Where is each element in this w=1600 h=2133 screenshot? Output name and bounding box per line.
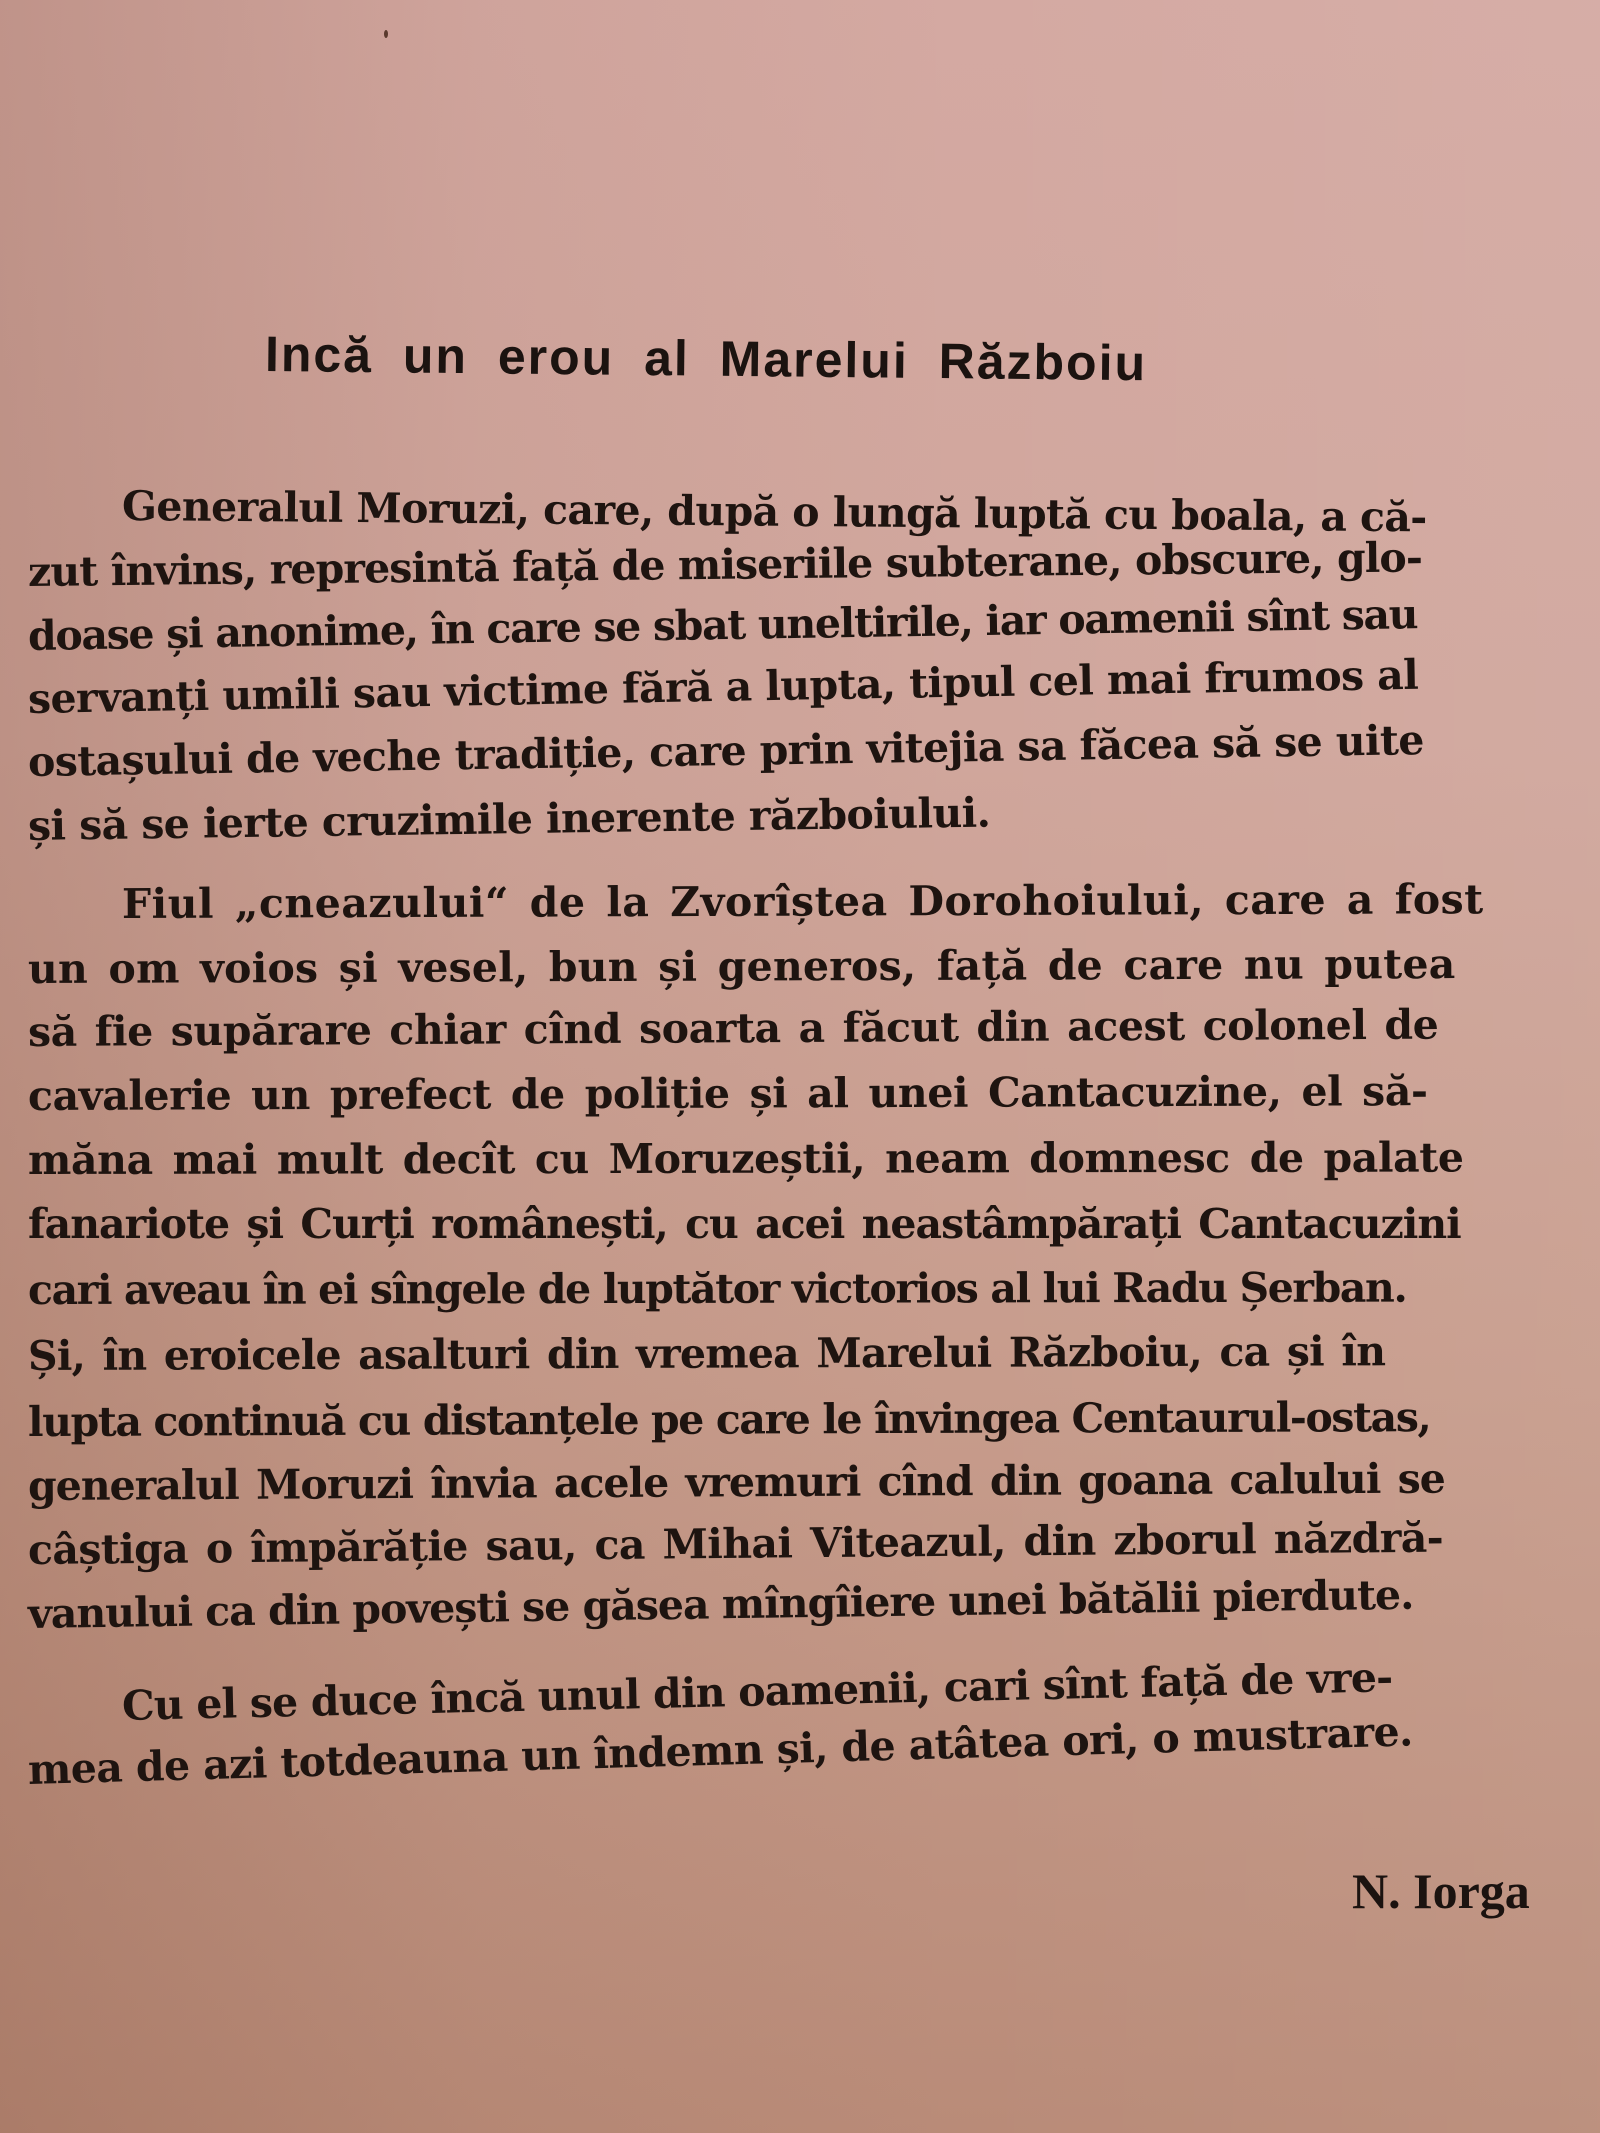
text-line: zut învins, represintă față de miseriile subterane, obscure, glo- xyxy=(27,533,1423,596)
text-line: servanți umili sau victime fără a lupta, tipul cel mai frumos al xyxy=(27,650,1419,723)
article-title: Incă un erou al Marelui Războiu xyxy=(264,326,1148,392)
text-line: Fiul „cneazului“ de la Zvorîștea Dorohoiului, care a fost xyxy=(121,875,1484,928)
text-line: măna mai mult decît cu Moruzeștii, neam domnesc de palate xyxy=(27,1133,1464,1184)
text-line: câștiga o împărăție sau, ca Mihai Viteazul, din zborul năzdră- xyxy=(27,1513,1444,1574)
text-line: Cu el se duce încă unul din oamenii, cari sînt față de vre- xyxy=(121,1653,1393,1730)
text-line: Generalul Moruzi, care, după o lungă luptă cu boala, a că- xyxy=(121,482,1427,542)
text-line: cavalerie un prefect de poliție și al unei Cantacuzine, el să- xyxy=(27,1067,1428,1120)
text-line: să fie supărare chiar cînd soarta a făcut din acest colonel de xyxy=(27,1000,1439,1056)
text-line: Și, în eroicele asalturi din vremea Marelui Războiu, ca și în xyxy=(27,1327,1386,1380)
text-line: un om voios și vesel, bun și generos, față de care nu putea xyxy=(27,940,1456,993)
text-line: fanariote și Curți românești, cu acei neastâmpărați Cantacuzini xyxy=(28,1200,1461,1248)
text-line: ostașului de veche tradiție, care prin vitejia sa făcea să se uite xyxy=(27,716,1425,786)
author-signature: N. Iorga xyxy=(1352,1863,1530,1919)
text-line: vanului ca din povești se găsea mîngîiere unei bătălii pierdute. xyxy=(27,1570,1414,1638)
text-line: lupta continuă cu distanțele pe care le învingea Centaurul-ostas, xyxy=(27,1393,1431,1446)
text-line: mea de azi totdeauna un îndemn și, de atâtea ori, o mustrare. xyxy=(27,1707,1414,1794)
text-line: cari aveau în ei sîngele de luptător victorios al lui Radu Șerban. xyxy=(27,1263,1407,1314)
text-line: generalul Moruzi învia acele vremuri cînd din goana calului se xyxy=(27,1454,1445,1510)
text-line: doase și anonime, în care se sbat uneltirile, iar oamenii sînt sau xyxy=(27,590,1418,660)
text-line: și să se ierte cruzimile inerente războiului. xyxy=(27,788,991,850)
paper-speck xyxy=(384,30,388,38)
